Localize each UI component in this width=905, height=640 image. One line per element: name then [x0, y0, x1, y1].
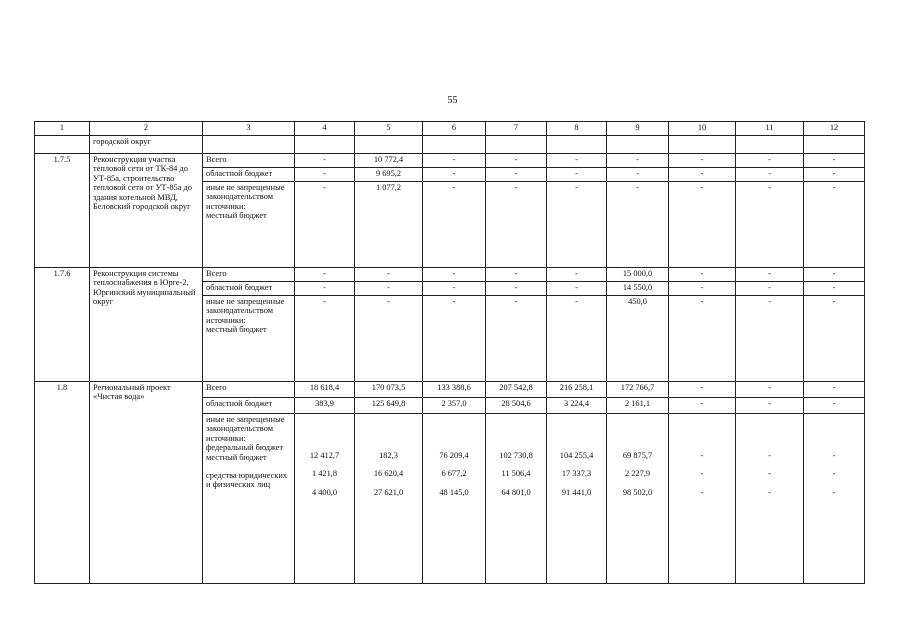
- values-cell: [607, 414, 669, 584]
- value-cell: -: [547, 182, 607, 268]
- value-cell: -: [736, 182, 804, 268]
- values-cell: [295, 414, 355, 584]
- local-budget-label: местный бюджет: [206, 452, 267, 462]
- value-cell: -: [547, 268, 607, 282]
- value-cell: -: [607, 168, 669, 182]
- value-cell: -: [547, 154, 607, 168]
- value-cell: -: [423, 282, 486, 296]
- value-cell: -: [804, 296, 865, 382]
- header-cell: 5: [355, 122, 423, 136]
- value-cell: 28 504,6: [486, 398, 547, 414]
- value-cell: -: [486, 268, 547, 282]
- source-label: областной бюджет: [203, 398, 295, 414]
- value-cell: 125 649,8: [355, 398, 423, 414]
- header-row: [35, 122, 865, 136]
- value-cell: -: [295, 182, 355, 268]
- value-cell: 15 000,0: [607, 268, 669, 282]
- value-cell: -: [547, 168, 607, 182]
- value-cell: -: [607, 182, 669, 268]
- private-funds-label: средства юридических и физических лиц: [206, 471, 288, 490]
- value-cell: -: [804, 382, 865, 398]
- value-cell: 207 542,8: [486, 382, 547, 398]
- value-cell: 170 073,5: [355, 382, 423, 398]
- value-cell: -: [736, 282, 804, 296]
- source-label: Всего: [203, 154, 295, 168]
- header-cell: 10: [669, 122, 736, 136]
- value-cell: -: [547, 296, 607, 382]
- values-cell: [736, 414, 804, 584]
- value-cell: -: [355, 268, 423, 282]
- value-cell: -: [736, 154, 804, 168]
- value-cell: 1 077,2: [355, 182, 423, 268]
- values-cell: [804, 414, 865, 584]
- value-cell: -: [669, 268, 736, 282]
- value-cell: 14 550,0: [607, 282, 669, 296]
- federal-value: -: [768, 451, 771, 460]
- federal-value: 76 209,4: [439, 451, 469, 460]
- value-cell: -: [295, 296, 355, 382]
- local-value: 16 620,4: [373, 469, 404, 479]
- value-cell: -: [423, 182, 486, 268]
- value-cell: -: [295, 168, 355, 182]
- source-label: областной бюджет: [203, 168, 295, 182]
- source-label: Всего: [203, 382, 295, 398]
- values-cell: [669, 414, 736, 584]
- source-label: [203, 414, 295, 584]
- item-name: Региональный проект «Чистая вода»: [90, 382, 203, 584]
- values-cell: [547, 414, 607, 584]
- value-cell: -: [423, 268, 486, 282]
- private-value: -: [700, 487, 704, 497]
- private-value: 4 400,0: [311, 487, 338, 497]
- value-cell: -: [295, 268, 355, 282]
- value-cell: -: [669, 382, 736, 398]
- value-cell: 172 766,7: [607, 382, 669, 398]
- private-value: -: [832, 487, 836, 497]
- value-cell: 2 357,0: [423, 398, 486, 414]
- header-cell: 4: [295, 122, 355, 136]
- value-cell: -: [736, 398, 804, 414]
- local-value: 1 421,8: [311, 469, 338, 479]
- header-cell: 9: [607, 122, 669, 136]
- value-cell: -: [355, 282, 423, 296]
- local-value: 11 506,4: [501, 469, 531, 479]
- value-cell: -: [804, 168, 865, 182]
- item-code: 1.7.5: [35, 154, 90, 268]
- value-cell: -: [486, 182, 547, 268]
- value-cell: -: [736, 382, 804, 398]
- value-cell: -: [355, 296, 423, 382]
- value-cell: -: [804, 398, 865, 414]
- value-cell: -: [486, 296, 547, 382]
- other-sources-label: иные не запрещенные законодательством источники:: [206, 183, 285, 211]
- budget-table: [34, 121, 865, 584]
- value-cell: -: [669, 154, 736, 168]
- program-name: городской округ: [90, 136, 203, 154]
- value-cell: -: [736, 296, 804, 382]
- federal-value: 182,3: [379, 451, 398, 460]
- value-cell: -: [669, 168, 736, 182]
- header-cell: 8: [547, 122, 607, 136]
- local-value: 6 677,2: [441, 469, 467, 479]
- source-label: Всего: [203, 268, 295, 282]
- header-cell: 3: [203, 122, 295, 136]
- federal-value: -: [700, 451, 704, 460]
- value-cell: -: [736, 268, 804, 282]
- local-value: -: [700, 469, 704, 479]
- values-cell: [355, 414, 423, 584]
- value-cell: 450,0: [607, 296, 669, 382]
- local-budget-label: местный бюджет: [206, 325, 267, 335]
- other-sources-label: иные не запрещенные законодательством источники:: [206, 297, 285, 325]
- value-cell: 383,9: [295, 398, 355, 414]
- item-code: 1.7.6: [35, 268, 90, 382]
- value-cell: -: [669, 398, 736, 414]
- value-cell: -: [423, 168, 486, 182]
- header-cell: 11: [736, 122, 804, 136]
- private-value: 48 145,0: [439, 487, 469, 497]
- local-value: -: [768, 469, 771, 479]
- private-value: 27 621,0: [373, 487, 404, 497]
- value-cell: -: [486, 168, 547, 182]
- header-cell: 7: [486, 122, 547, 136]
- federal-value: 104 255,4: [559, 451, 594, 460]
- value-cell: 9 695,2: [355, 168, 423, 182]
- value-cell: -: [804, 268, 865, 282]
- federal-value: -: [832, 451, 836, 460]
- local-value: -: [832, 469, 836, 479]
- value-cell: -: [669, 282, 736, 296]
- value-cell: -: [295, 282, 355, 296]
- value-cell: -: [607, 154, 669, 168]
- continuation-row: [35, 136, 865, 154]
- source-label: [203, 296, 295, 382]
- value-cell: -: [804, 282, 865, 296]
- private-value: 98 502,0: [622, 487, 653, 497]
- federal-budget-label: федеральный бюджет: [206, 443, 284, 453]
- header-cell: 2: [90, 122, 203, 136]
- private-value: 64 801,0: [501, 487, 531, 497]
- federal-value: 69 875,7: [622, 451, 653, 460]
- value-cell: 133 388,6: [423, 382, 486, 398]
- local-value: 2 227,9: [624, 469, 651, 479]
- local-budget-label: местный бюджет: [206, 211, 267, 221]
- value-cell: -: [547, 282, 607, 296]
- values-cell: [423, 414, 486, 584]
- source-label: [203, 182, 295, 268]
- item-name: Реконструкция участка тепловой сети от ТК-84 до УТ-85а, строительство тепловой сети от УТ-85а до здания котельной МВД, Беловский городской округ: [90, 154, 203, 268]
- values-cell: [486, 414, 547, 584]
- value-cell: -: [736, 168, 804, 182]
- value-cell: -: [486, 154, 547, 168]
- local-value: 17 337,3: [561, 469, 592, 479]
- private-value: -: [768, 487, 771, 497]
- value-cell: 10 772,4: [355, 154, 423, 168]
- federal-value: 102 730,8: [499, 451, 533, 460]
- table-row: [35, 382, 865, 398]
- item-code: 1.8: [35, 382, 90, 584]
- value-cell: -: [804, 182, 865, 268]
- value-cell: -: [669, 182, 736, 268]
- other-sources-label: иные не запрещенные законодательством источники:: [206, 415, 285, 443]
- value-cell: -: [804, 154, 865, 168]
- header-cell: 1: [35, 122, 90, 136]
- value-cell: -: [423, 154, 486, 168]
- value-cell: 18 618,4: [295, 382, 355, 398]
- item-name: Реконструкция системы теплоснабжения в Юрге-2, Юргинский муниципальный округ: [90, 268, 203, 382]
- value-cell: 2 161,1: [607, 398, 669, 414]
- private-value: 91 441,0: [561, 487, 592, 497]
- header-cell: 12: [804, 122, 865, 136]
- value-cell: -: [295, 154, 355, 168]
- value-cell: 3 224,4: [547, 398, 607, 414]
- source-label: областной бюджет: [203, 282, 295, 296]
- value-cell: 216 258,1: [547, 382, 607, 398]
- value-cell: -: [669, 296, 736, 382]
- table-row: [35, 268, 865, 282]
- page-number: 55: [447, 95, 458, 106]
- table-row: [35, 154, 865, 168]
- value-cell: -: [423, 296, 486, 382]
- federal-value: 12 412,7: [309, 451, 340, 460]
- value-cell: -: [486, 282, 547, 296]
- header-cell: 6: [423, 122, 486, 136]
